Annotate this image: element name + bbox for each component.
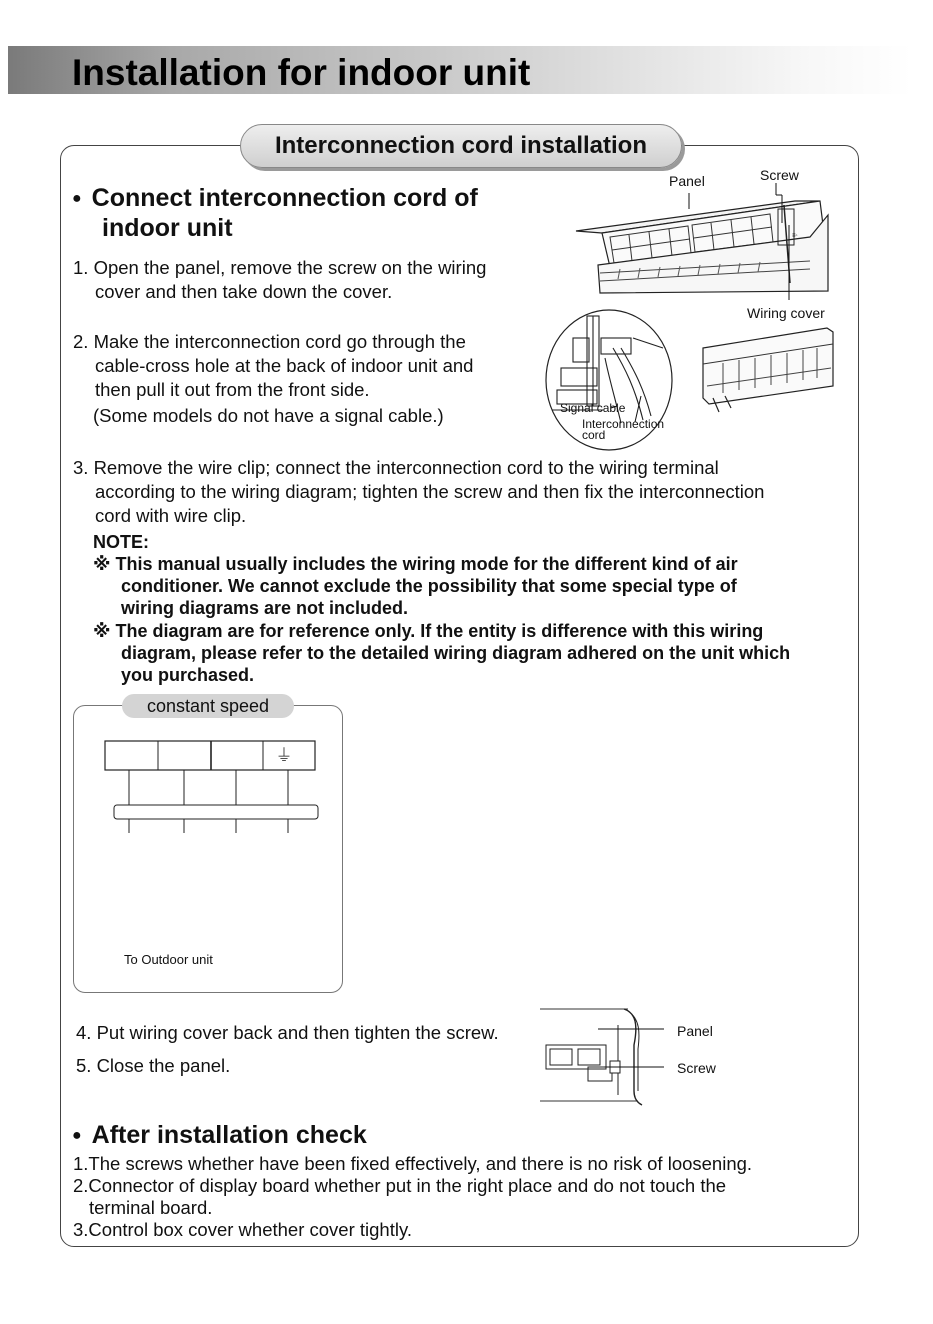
- section-label: Interconnection cord installation: [240, 124, 682, 168]
- step5: 5. Close the panel.: [76, 1055, 231, 1076]
- step1-line2: cover and then take down the cover.: [95, 281, 393, 302]
- note-item1-line1: ※ This manual usually includes the wiring mode for the different kind of air: [93, 554, 738, 574]
- label-panel-1: Panel: [669, 173, 705, 189]
- connect-heading: ● Connect interconnection cord of: [72, 184, 478, 212]
- connect-heading-line2: indoor unit: [102, 214, 233, 242]
- note-item1-line2: conditioner. We cannot exclude the possibility that some special type of: [121, 576, 737, 596]
- note-item2-line1: ※ The diagram are for reference only. If the entity is difference with this wiring: [93, 621, 764, 641]
- note-item2-line2: diagram, please refer to the detailed wiring diagram adhered on the unit which: [121, 643, 791, 663]
- label-screw-1: Screw: [760, 167, 799, 183]
- constant-speed-label: constant speed: [122, 694, 294, 718]
- page-title: Installation for indoor unit: [72, 52, 531, 93]
- step3-line2: according to the wiring diagram; tighten the screw and then fix the interconnection: [95, 481, 765, 502]
- svg-text:≡◦: ≡◦: [792, 233, 798, 239]
- bullet-icon: ●: [72, 190, 82, 207]
- note-item2-line3: you purchased.: [121, 665, 255, 685]
- note-item1-line3: wiring diagrams are not included.: [121, 598, 409, 618]
- step3-line3: cord with wire clip.: [95, 505, 247, 526]
- label-interconnection-cord-2: cord: [582, 428, 606, 442]
- check-item3: 3.Control box cover whether cover tightly.: [73, 1219, 412, 1240]
- step2-line2: cable-cross hole at the back of indoor unit and: [95, 355, 474, 376]
- step2-line1: 2. Make the interconnection cord go through the: [73, 331, 466, 352]
- label-signal-cable: Signal cable: [560, 401, 626, 415]
- check-heading: ● After installation check: [72, 1121, 367, 1149]
- closed-panel-illustration: [538, 1005, 668, 1110]
- label-panel-2: Panel: [677, 1023, 713, 1039]
- label-screw-2: Screw: [677, 1060, 716, 1076]
- check-item2-line1: 2.Connector of display board whether put in the right place and do not touch the: [73, 1175, 727, 1196]
- step2-line3: then pull it out from the front side.: [95, 379, 370, 400]
- step2-note: (Some models do not have a signal cable.): [93, 405, 444, 426]
- ground-icon: ⏚: [275, 746, 293, 765]
- bullet-icon: ●: [72, 1127, 82, 1144]
- step3-line1: 3. Remove the wire clip; connect the interconnection cord to the wiring terminal: [73, 457, 719, 478]
- to-outdoor-label: To Outdoor unit: [124, 952, 213, 967]
- label-wiring-cover: Wiring cover: [747, 305, 825, 321]
- check-item1: 1.The screws whether have been fixed effectively, and there is no risk of loosening.: [73, 1153, 753, 1174]
- note-label: NOTE:: [93, 532, 149, 552]
- label-interconnection-cord-1: Interconnection: [582, 417, 665, 431]
- check-item2-line2: terminal board.: [89, 1197, 213, 1218]
- step4: 4. Put wiring cover back and then tighten the screw.: [76, 1022, 499, 1043]
- indoor-unit-illustration: [570, 165, 840, 325]
- step1-line1: 1. Open the panel, remove the screw on the wiring: [73, 257, 487, 278]
